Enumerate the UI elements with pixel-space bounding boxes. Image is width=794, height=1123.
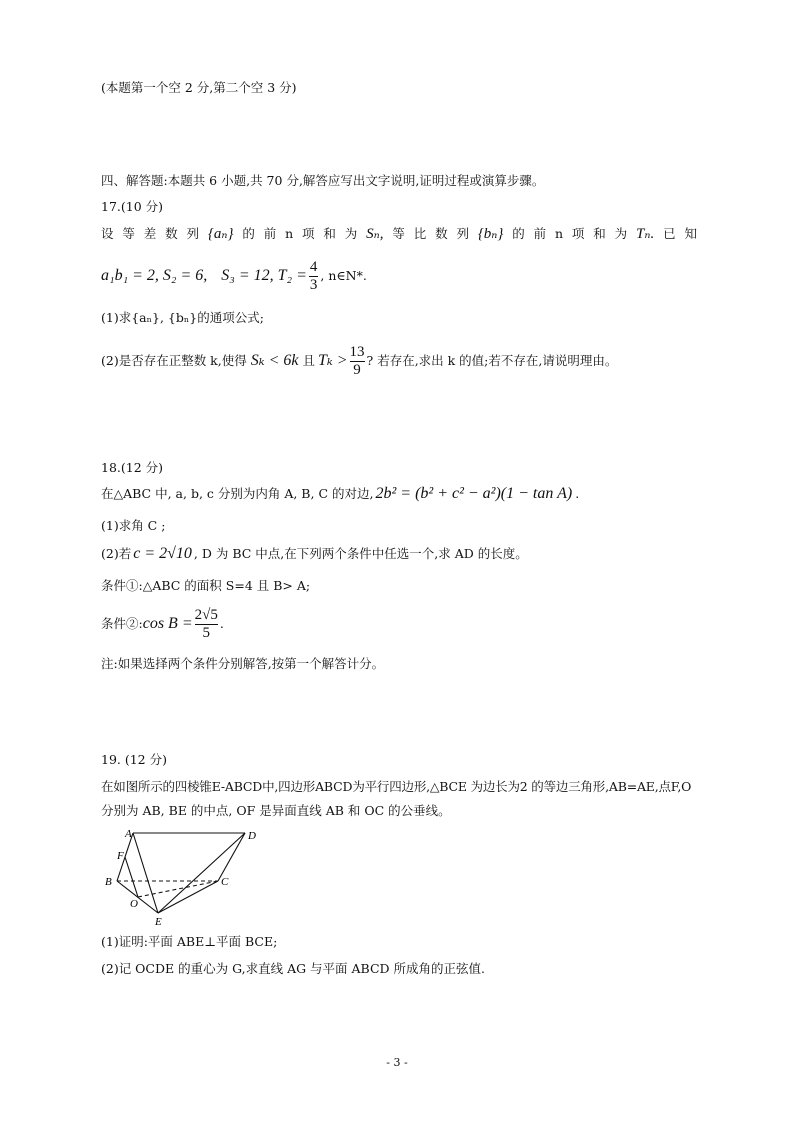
q17-number: 17.(10 分) bbox=[101, 199, 164, 214]
label-E: E bbox=[155, 916, 162, 927]
section-heading: 四、解答题:本题共 6 小题,共 70 分,解答应写出文字说明,证明过程或演算步骤。 bbox=[101, 173, 545, 188]
q17-stem-line1 bbox=[101, 226, 697, 242]
q17-part2-text-b: 且 bbox=[302, 353, 315, 368]
q17-part2-math2: Tₖ > bbox=[317, 352, 348, 369]
q17-stem-token: {aₙ} bbox=[207, 226, 234, 242]
q17-stem-token: 为 bbox=[344, 226, 358, 241]
q18-note: 注:如果选择两个条件分别解答,按第一个解答计分。 bbox=[101, 656, 385, 671]
q17-given-part-a: a₁b₁ = 2, S₂ = 6, bbox=[101, 267, 208, 284]
q17-fraction bbox=[309, 259, 319, 294]
q19-stem-line1: 在如图所示的四棱锥E-ABCD中,四边形ABCD为平行四边形,△BCE 为边长为2 的等边三角形,AB=AE,点F,O bbox=[101, 779, 692, 794]
label-C: C bbox=[221, 876, 229, 888]
q17-given-part-c: , n∈N*. bbox=[320, 268, 367, 283]
q18-condition1: 条件①:△ABC 的面积 S=4 且 B> A; bbox=[101, 578, 311, 593]
q17-stem-token: 的 bbox=[512, 226, 525, 241]
edge-ED bbox=[158, 833, 245, 913]
q18-part2 bbox=[101, 546, 528, 562]
q18-cond2-fraction bbox=[195, 607, 218, 642]
q17-stem-token: 比 bbox=[413, 226, 427, 241]
q17-stem-token: 项 bbox=[301, 226, 315, 241]
q17-stem-token: 差 bbox=[143, 226, 157, 241]
q17-given-part-b: S₃ = 12, T₂ = bbox=[221, 267, 307, 284]
q19-part1: (1)证明:平面 ABE⊥平面 BCE; bbox=[101, 934, 278, 949]
q17-stem-token: Sₙ, bbox=[366, 226, 384, 242]
q18-stem-equation: 2b² = (b² + c² − a²)(1 − tan A) bbox=[375, 485, 573, 502]
q17-part2-num: 13 bbox=[349, 343, 365, 360]
q18-condition2 bbox=[101, 604, 224, 644]
q17-part2-text-c: ? 若存在,求出 k 的值;若不存在,请说明理由。 bbox=[366, 353, 618, 368]
q18-stem-text: 在△ABC 中, a, b, c 分别为内角 A, B, C 的对边, bbox=[101, 486, 374, 501]
q17-stem-token: 数 bbox=[165, 226, 178, 241]
q17-stem-token: 等 bbox=[392, 226, 405, 241]
q17-stem-token: 列 bbox=[456, 226, 469, 241]
q18-cond2-den: 5 bbox=[195, 624, 218, 642]
label-F: F bbox=[117, 850, 124, 862]
q17-stem-token: 设 bbox=[101, 226, 114, 241]
q17-stem-token: 前 bbox=[263, 226, 277, 241]
q17-given bbox=[101, 258, 367, 294]
q17-stem-token: 前 bbox=[533, 226, 547, 241]
q17-stem-token: 数 bbox=[435, 226, 448, 241]
pyramid-figure bbox=[100, 825, 260, 927]
label-O: O bbox=[130, 898, 138, 910]
label-B: B bbox=[105, 876, 112, 888]
q17-part2-den: 9 bbox=[350, 361, 365, 379]
q17-stem-token: n bbox=[285, 226, 294, 241]
q18-cond2-num: 2√5 bbox=[194, 606, 218, 623]
q17-frac-den: 3 bbox=[309, 276, 318, 293]
q17-stem-token: 和 bbox=[323, 226, 336, 241]
q18-number: 18.(12 分) bbox=[101, 460, 164, 475]
q18-cond2-math: cos B = bbox=[142, 615, 193, 632]
q18-part1: (1)求角 C ; bbox=[101, 518, 166, 533]
q17-stem-token: 等 bbox=[122, 226, 135, 241]
q18-stem-period: . bbox=[575, 486, 580, 501]
q18-part2-text-a: (2)若 bbox=[101, 546, 132, 561]
q18-cond2-period: . bbox=[219, 616, 224, 631]
q17-stem-token: 和 bbox=[593, 226, 606, 241]
q18-part2-math: c = 2√10 bbox=[133, 545, 192, 562]
label-A: A bbox=[125, 828, 132, 840]
q17-stem-token: 已 bbox=[663, 226, 676, 241]
q17-part2-math1: Sₖ < 6k bbox=[250, 352, 299, 369]
page-number: - 3 - bbox=[386, 1056, 408, 1069]
q17-stem-token: 的 bbox=[242, 226, 255, 241]
q18-stem bbox=[101, 486, 579, 502]
q18-cond2-label: 条件②: bbox=[101, 616, 143, 631]
q17-part2 bbox=[101, 343, 617, 379]
segment-FO bbox=[125, 857, 138, 897]
q17-stem-token: {bₙ} bbox=[477, 226, 504, 242]
q19-part2: (2)记 OCDE 的重心为 G,求直线 AG 与平面 ABCD 所成角的正弦值. bbox=[101, 961, 486, 976]
score-note: (本题第一个空 2 分,第二个空 3 分) bbox=[101, 80, 297, 95]
q17-stem-token: 知 bbox=[684, 226, 697, 241]
q17-stem-token: n bbox=[555, 226, 564, 241]
edge-CD bbox=[218, 833, 245, 881]
q17-part2-fraction bbox=[350, 344, 365, 379]
q18-part2-text-b: , D 为 BC 中点,在下列两个条件中任选一个,求 AD 的长度。 bbox=[193, 546, 528, 561]
label-D: D bbox=[248, 830, 256, 842]
q17-stem-token: 项 bbox=[571, 226, 585, 241]
q17-stem-token: Tₙ. bbox=[636, 226, 655, 242]
q19-number: 19. (12 分) bbox=[101, 752, 167, 767]
q17-part1: (1)求{aₙ}, {bₙ}的通项公式; bbox=[101, 310, 264, 325]
q17-frac-num: 4 bbox=[309, 258, 318, 275]
q19-stem-line2: 分别为 AB, BE 的中点, OF 是异面直线 AB 和 OC 的公垂线。 bbox=[101, 803, 451, 818]
q17-stem-token: 为 bbox=[614, 226, 628, 241]
q17-part2-text-a: (2)是否存在正整数 k,使得 bbox=[101, 353, 247, 368]
q17-stem-token: 列 bbox=[186, 226, 200, 241]
